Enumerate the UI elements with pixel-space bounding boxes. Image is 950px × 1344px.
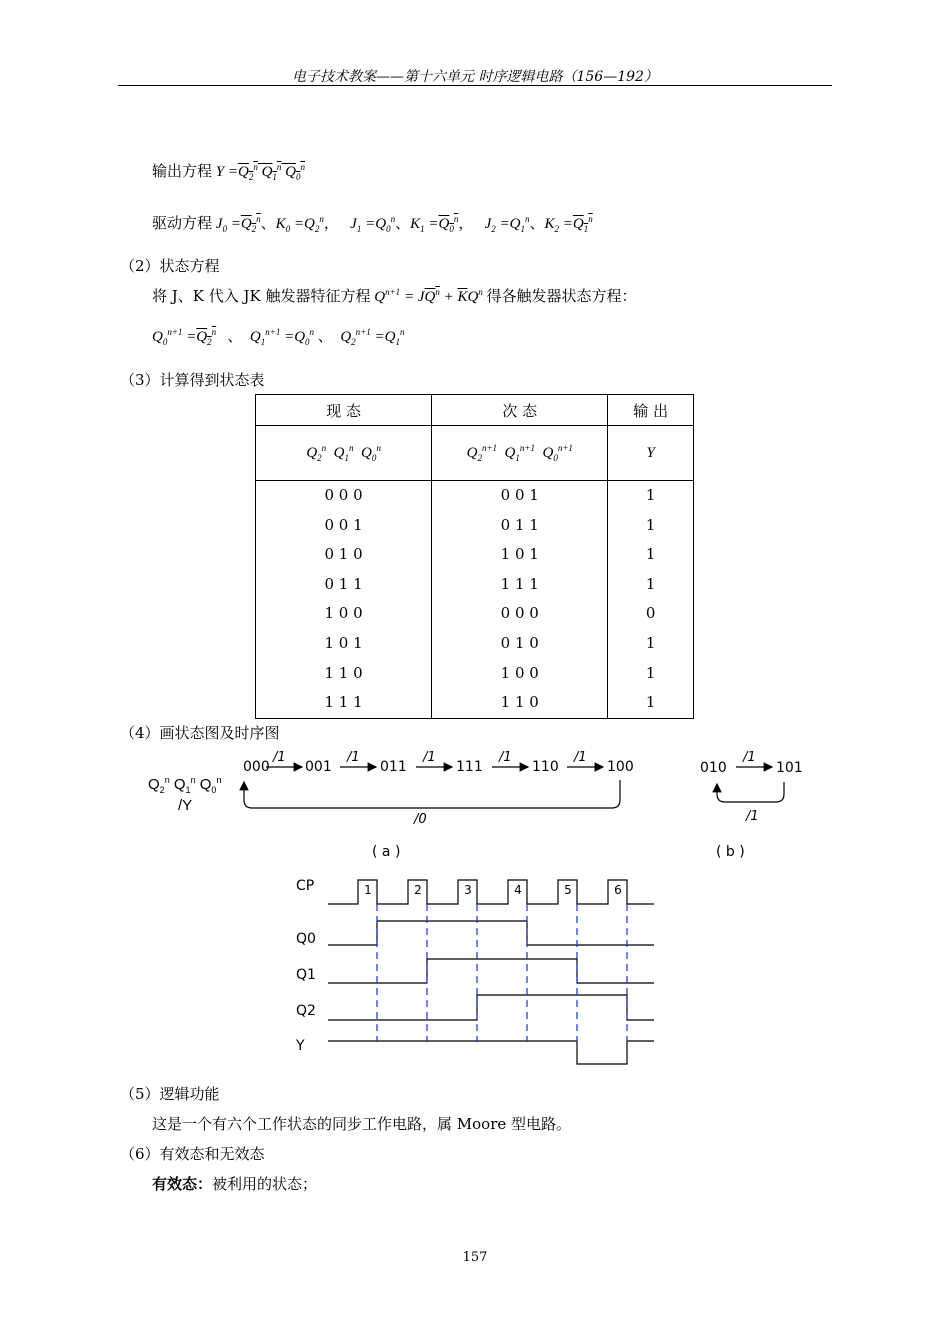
- section-6-heading: （6）有效态和无效态: [120, 1145, 265, 1163]
- valid-state-definition: 被利用的状态；: [212, 1175, 318, 1193]
- table-cell: 0 1 0: [324, 545, 363, 564]
- transition-label: /1: [347, 750, 360, 765]
- table-cell: 1 0 1: [500, 545, 539, 564]
- signal-label-q2: Q2: [296, 1003, 316, 1019]
- table-cell: 1: [645, 633, 656, 652]
- table-cell: 1 1 0: [500, 693, 539, 712]
- section-4-heading: （4）画状态图及时序图: [120, 724, 280, 742]
- clock-edge-guides: [377, 904, 627, 1042]
- signal-label-cp: CP: [296, 878, 315, 894]
- transition-label: /1: [423, 750, 436, 765]
- subheader-present: $Q_2^n$ $Q_1^n$ $Q_0^n$: [256, 426, 432, 481]
- state-node: 110: [532, 759, 559, 775]
- section-2-text-b: 得各触发器状态方程：: [486, 287, 637, 305]
- signal-label-q0: Q0: [296, 931, 316, 947]
- drive-eq-label: 驱动方程: [152, 214, 213, 232]
- state-table: [255, 394, 694, 719]
- return-label: /0: [414, 812, 427, 827]
- section-5-text: 这是一个有六个工作状态的同步工作电路，属 Moore 型电路。: [152, 1115, 572, 1133]
- pulse-number: 1: [364, 883, 372, 897]
- drive-equation: [152, 212, 593, 234]
- legend-q-labels: $Q_2^n$ $Q_1^n$ $Q_0^n$: [148, 775, 222, 795]
- header-output: 输 出: [608, 395, 694, 426]
- section-2-heading: （2）状态方程: [120, 257, 220, 275]
- table-cell: 1 0 1: [324, 633, 363, 652]
- state-node: 000: [243, 759, 270, 775]
- state-node: 111: [456, 759, 483, 775]
- state-node: 101: [776, 760, 803, 776]
- table-cell: 1: [645, 574, 656, 593]
- table-cell: 1: [645, 693, 656, 712]
- cp-waveform: [328, 880, 654, 904]
- table-cell: 0 1 1: [500, 515, 539, 534]
- output-eq-formula: $Y =Q_2^n$ $Q_1^n$ $Q_0^n$: [212, 162, 306, 182]
- header-next-state: 次 态: [432, 395, 608, 426]
- pulse-number: 5: [564, 883, 572, 897]
- table-cell: 1 1 1: [500, 574, 539, 593]
- timing-diagram: [0, 870, 950, 1070]
- page-number: 157: [462, 1250, 488, 1265]
- state-node: 100: [607, 759, 634, 775]
- transition-label: /1: [273, 750, 286, 765]
- caption-a: ( a ): [372, 844, 401, 860]
- legend-output-label: /Y: [178, 797, 193, 814]
- return-arrow: [244, 780, 620, 808]
- page-header: 电子技术教案——第十六单元 时序逻辑电路（156—192）: [292, 69, 658, 85]
- next-state-column: [432, 481, 608, 719]
- state-equations: $Q_0^{n+1} =Q_2^n$ 、 $Q_1^{n+1} =Q_0^n$ 、 $Q_2^{n+1} =Q_1^n$: [152, 327, 405, 347]
- signal-label-q1: Q1: [296, 967, 316, 983]
- pulse-number: 6: [614, 883, 622, 897]
- section-5-heading: （5）逻辑功能: [120, 1085, 220, 1103]
- valid-state-term: 有效态：: [152, 1175, 213, 1193]
- pulse-number: 4: [514, 883, 522, 897]
- state-diagram: [0, 740, 950, 870]
- table-cell: 1 0 0: [324, 604, 363, 623]
- section-3-heading: （3）计算得到状态表: [120, 371, 265, 389]
- pulse-number: 3: [464, 883, 472, 897]
- pulse-number: 2: [414, 883, 422, 897]
- transition-label: /1: [743, 750, 756, 765]
- table-cell: 0 0 0: [500, 604, 539, 623]
- output-column: [608, 481, 694, 719]
- table-cell: 0 0 1: [324, 515, 363, 534]
- subheader-next: $Q_2^{n+1}$ $Q_1^{n+1}$ $Q_0^{n+1}$: [432, 426, 608, 481]
- state-node: 010: [700, 760, 727, 776]
- output-eq-label: 输出方程: [152, 162, 213, 180]
- section-6-text: [152, 1173, 317, 1194]
- table-cell: 1 1 1: [324, 693, 363, 712]
- section-2-text-a: 将 J、K 代入 JK 触发器特征方程: [152, 287, 371, 305]
- table-cell: 1: [645, 545, 656, 564]
- table-cell: 1 0 0: [500, 663, 539, 682]
- drive-eq-formula: $J_0 =Q_2^n$、$K_0 =Q_2^n$， $J_1 =Q_0^n$、$K_1 =Q_0^n$， $J_2 =Q_1^n$、$K_2 =Q_1^n$: [212, 214, 593, 234]
- output-equation: [152, 160, 305, 182]
- table-cell: 0 1 1: [324, 574, 363, 593]
- table-cell: 0 0 1: [500, 486, 539, 504]
- transition-label: /1: [499, 750, 512, 765]
- table-cell: 1: [645, 515, 656, 534]
- section-2-text: [152, 285, 637, 306]
- return-arrow-b: [717, 782, 784, 802]
- characteristic-equation: $Q^{n+1} = JQ^n + \overline{K}Q^n$: [370, 287, 483, 305]
- table-cell: 1: [645, 486, 656, 504]
- table-cell: 0 0 0: [324, 486, 363, 504]
- state-node: 011: [380, 759, 407, 775]
- table-cell: 1: [645, 663, 656, 682]
- table-cell: 0 1 0: [500, 633, 539, 652]
- state-node: 001: [305, 759, 332, 775]
- return-label-b: /1: [746, 809, 759, 824]
- transition-label: /1: [574, 750, 587, 765]
- y-waveform: [328, 1041, 654, 1064]
- header-present-state: 现 态: [256, 395, 432, 426]
- table-cell: 0: [645, 604, 656, 623]
- signal-label-y: Y: [296, 1038, 305, 1054]
- subheader-y: Y: [608, 426, 694, 481]
- header-rule: [118, 85, 832, 86]
- present-state-column: [256, 481, 432, 719]
- caption-b: ( b ): [716, 844, 745, 860]
- table-cell: 1 1 0: [324, 663, 363, 682]
